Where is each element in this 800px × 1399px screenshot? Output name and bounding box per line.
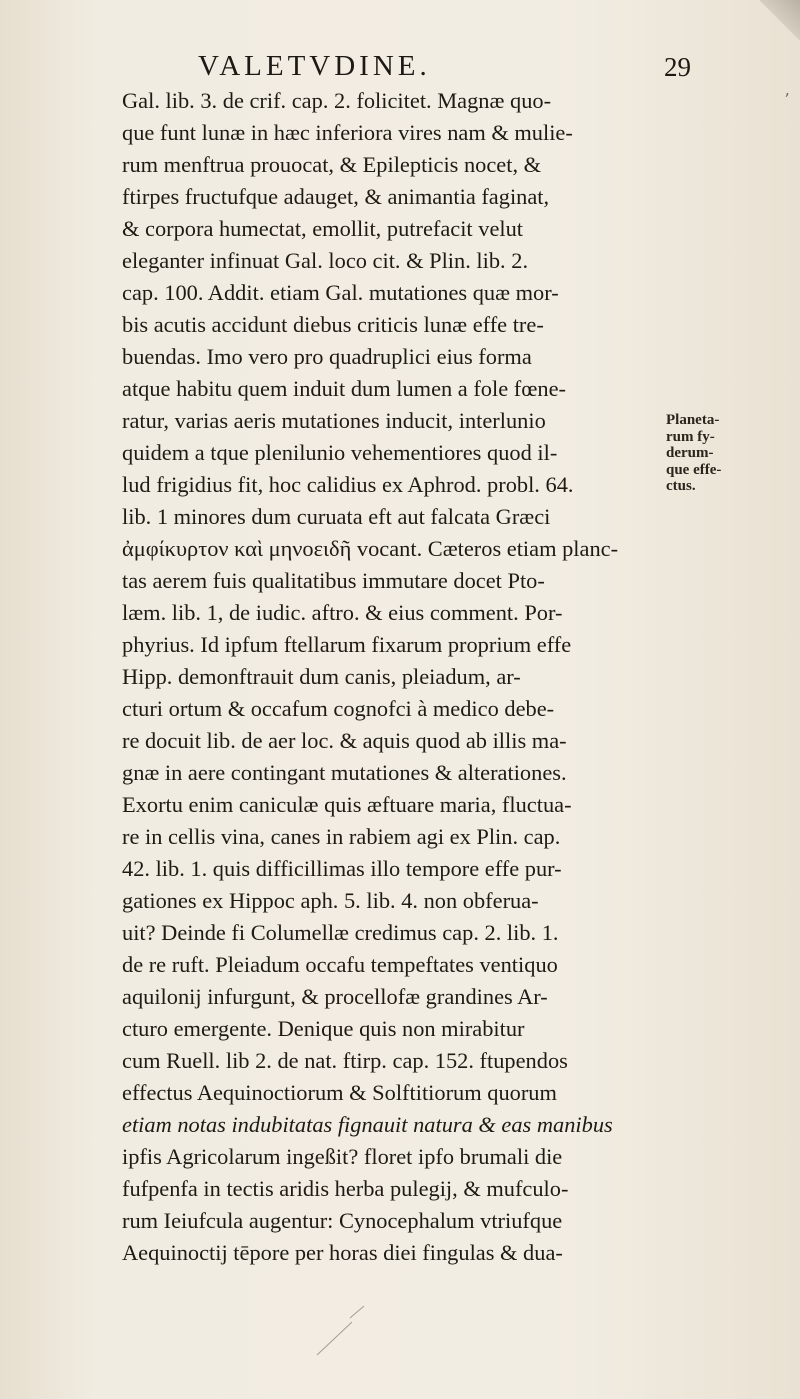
text-line: fufpenfa in tectis aridis herba pulegij, & mufculo- [122,1176,569,1201]
text-line: tas aerem fuis qualitatibus immutare docet Pto- [122,568,545,593]
pencil-mark [312,1300,372,1360]
text-line: rum Ieiufcula augentur: Cynocephalum vtriufque [122,1208,563,1233]
body-text [122,85,652,1269]
text-line: phyrius. Id ipfum ftellarum fixarum proprium effe [122,632,572,657]
text-line: cturo emergente. Denique quis non mirabitur [122,1016,525,1041]
marginal-note-line: ctus. [666,478,696,494]
text-line: uit? Deinde fi Columellæ credimus cap. 2. lib. 1. [122,920,559,945]
page-number: 29 [664,52,691,82]
text-line: lud frigidius fit, hoc calidius ex Aphrod. probl. 64. [122,472,574,497]
text-line: que funt lunæ in hæc inferiora vires nam & mulie- [122,120,573,145]
text-line: cturi ortum & occafum cognofci à medico debe- [122,696,555,721]
text-line: buendas. Imo vero pro quadruplici eius forma [122,344,532,369]
text-line: lib. 1 minores dum curuata eft aut falcata Græci [122,504,551,529]
text-line: cum Ruell. lib 2. de nat. ftirp. cap. 152. ftupendos [122,1048,568,1073]
text-line: gationes ex Hippoc aph. 5. lib. 4. non obferua- [122,888,539,913]
text-line: eleganter infinuat Gal. loco cit. & Plin. lib. 2. [122,248,529,273]
text-line: etiam notas indubitatas fignauit natura & eas manibus [122,1112,613,1137]
text-line: re docuit lib. de aer loc. & aquis quod ab illis ma- [122,728,567,753]
marginal-note [666,412,740,495]
page-corner-shadow [760,0,800,50]
text-line: Exortu enim caniculæ quis æftuare maria, fluctua- [122,792,572,817]
text-line: de re ruft. Pleiadum occafu tempeftates ventiquo [122,952,558,977]
text-line: gnæ in aere contingant mutationes & alterationes. [122,760,567,785]
text-line: ipfis Agricolarum ingeßit? floret ipfo brumali die [122,1144,563,1169]
marginal-note-line: que effe- [666,461,722,478]
marginal-note-line: Planeta- [666,412,720,428]
running-title: VALETVDINE. [198,50,431,82]
text-line: ratur, varias aeris mutationes inducit, interlunio [122,408,546,433]
text-line: læm. lib. 1, de iudic. aftro. & eius comment. Por- [122,600,563,625]
text-line: atque habitu quem induit dum lumen a fole fœne- [122,376,566,401]
marginal-note-line: derum- [666,445,714,461]
text-line: ftirpes fructufque adauget, & animantia faginat, [122,184,550,209]
text-line: cap. 100. Addit. etiam Gal. mutationes quæ mor- [122,280,559,305]
text-line: 42. lib. 1. quis difficillimas illo tempore effe pur- [122,856,562,881]
text-line: re in cellis vina, canes in rabiem agi ex Plin. cap. [122,824,561,849]
text-line: bis acutis accidunt diebus criticis lunæ effe tre- [122,312,544,337]
marginal-note-line: rum fy- [666,428,715,445]
text-line: aquilonij infurgunt, & procellofæ grandines Ar- [122,984,548,1009]
text-line: effectus Aequinoctiorum & Solftitiorum quorum [122,1080,557,1105]
text-line: quidem a tque plenilunio vehementiores quod il- [122,440,558,465]
text-line: Aequinoctij tēpore per horas diei fingulas & dua- [122,1240,563,1265]
text-line: Hipp. demonftrauit dum canis, pleiadum, ar- [122,664,521,689]
text-line: & corpora humectat, emollit, putrefacit velut [122,216,524,241]
text-line: Gal. lib. 3. de crif. cap. 2. folicitet. Magnæ quo- [122,88,552,113]
text-line: ἀμφίκυρτον καὶ μηνοειδῆ vocant. Cæteros etiam planc- [122,536,619,561]
text-line: rum menftrua prouocat, & Epilepticis nocet, & [122,152,542,177]
margin-tick-mark: ʼ [784,90,790,109]
